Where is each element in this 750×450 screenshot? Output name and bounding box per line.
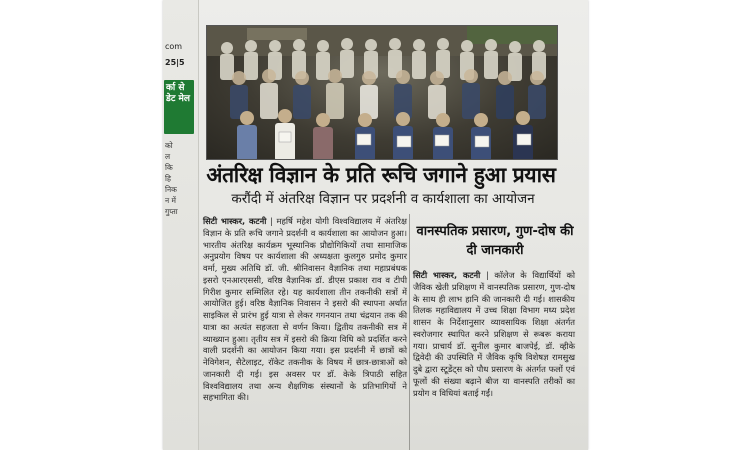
dateline-separator: | [485,270,495,280]
article-subheadline: करौंदी में अंतरिक्ष विज्ञान पर प्रदर्शनी व कार्यशाला का आयोजन [231,191,535,207]
article-body-text: महर्षि महेश योगी विश्वविद्यालय में अंतरिक्ष विज्ञान के प्रति रूचि जगाने प्रदर्शनी व कार्यशाला का आयोजन हुआ। भारतीय अंतरिक्ष कार्यक्रम भूस्थानिक प्रौद्योगिकियों तथा सामाजिक अनुप्रयोग विषय पर कार्यशाला की अध्यक्षता कुलगुरु प्रमोद कुमार वर्मा, मुख्य अतिथि डॉ. जी. श्रीनिवासन वैज्ञानिक तथा महाप्रबंधक इसरो एनआरएससी, वरिष्ठ वैज्ञानिक डॉ. डीएस प्रकाश राव व टीपी गिरीश कुमार सम्मिलित रहे। यह कार्यशाला तीन तकनीकी सत्रों में आयोजित हुई। वरिष्ठ वैज्ञानिक निवासन ने इसरो की स्थापना अर्थात साइकिल से प्रारंभ हुई यात्रा से लेकर गगनयान तथा चंद्रयान तक की यात्रा का अत्यंत सहजता से वर्णन किया। द्वितीय तकनीकी सत्र में व्याख्यान हुआ। तृतीय सत्र में इसरो की क्रिया विधि को प्रदर्शित करने वाली प्रदर्शनी का आयोजन किया गया। इस प्रदर्शनी में छात्रों को नेविगेशन, सैटेलाइट, रॉकेट तकनीक के विषय में छात्र-छात्राओं को जानकारी दी गई। इस अवसर पर डॉ. केके त्रिपाठी सहित विश्वविद्यालय तथा अन्य शैक्षणिक संस्थानों के प्रतिभागियों ने सहभागिता की। [203,216,407,403]
edge-text-column [165,140,197,217]
side-article-headline: वानस्पतिक प्रसारण, गुण-दोष की दी जानकारी [416,224,574,258]
edge-date-fragment: 25|5 [165,58,185,67]
edge-line: कि [165,163,173,172]
dateline-separator: | [270,216,277,226]
side-article-dateline: सिटी भास्कर, कटनी [413,270,481,280]
article-dateline: सिटी भास्कर, कटनी [203,216,267,226]
edge-line: हि [165,174,171,183]
side-article-body-text: कॉलेज के विद्यार्थियों को जैविक खेती प्रशिक्षण में वानस्पतिक प्रसारण, गुण-दोष के साथ ही लाभ हानि की जानकारी दी गई। शासकीय तिलक महाविद्यालय में उच्च शिक्षा विभाग मध्य प्रदेश शासन के निर्देशानुसार व्यावसायिक शिक्षा अंतर्गत स्वरोजगार स्थापित करने प्रशिक्षण से रूबरू कराया गया। प्राचार्य डॉ. सुनील कुमार बाजपेई, डॉ. व्हीके द्विवेदी की उपस्थिति में जैविक कृषि विशेषज्ञ रामसुख दुबे द्वारा स्टूडेंट्स को पौध प्रसारण के अंतर्गत फलों एवं फूलों की संख्या बढ़ाने बीज या वानस्पति तरीकों का प्रयोग व विधियां बताई गईं। [413,270,576,398]
newspaper-clipping [163,0,588,450]
article-headline: अंतरिक्ष विज्ञान के प्रति रूचि जगाने हुआ प्रयास [206,163,556,187]
edge-fragment: com [165,42,183,51]
edge-line: न में [165,196,177,205]
group-photo [206,25,558,160]
column-divider [409,214,410,450]
group-photo-illustration [207,26,558,160]
edge-line: ल [165,152,171,161]
edge-line: गुप्ता [165,207,178,216]
edge-line: निक [165,185,177,194]
side-article-body [413,270,575,399]
article-body [203,216,407,404]
edge-line: को [165,141,173,150]
green-badge: र्का से डेट मेल [164,80,194,134]
adjacent-column-strip [163,0,199,450]
